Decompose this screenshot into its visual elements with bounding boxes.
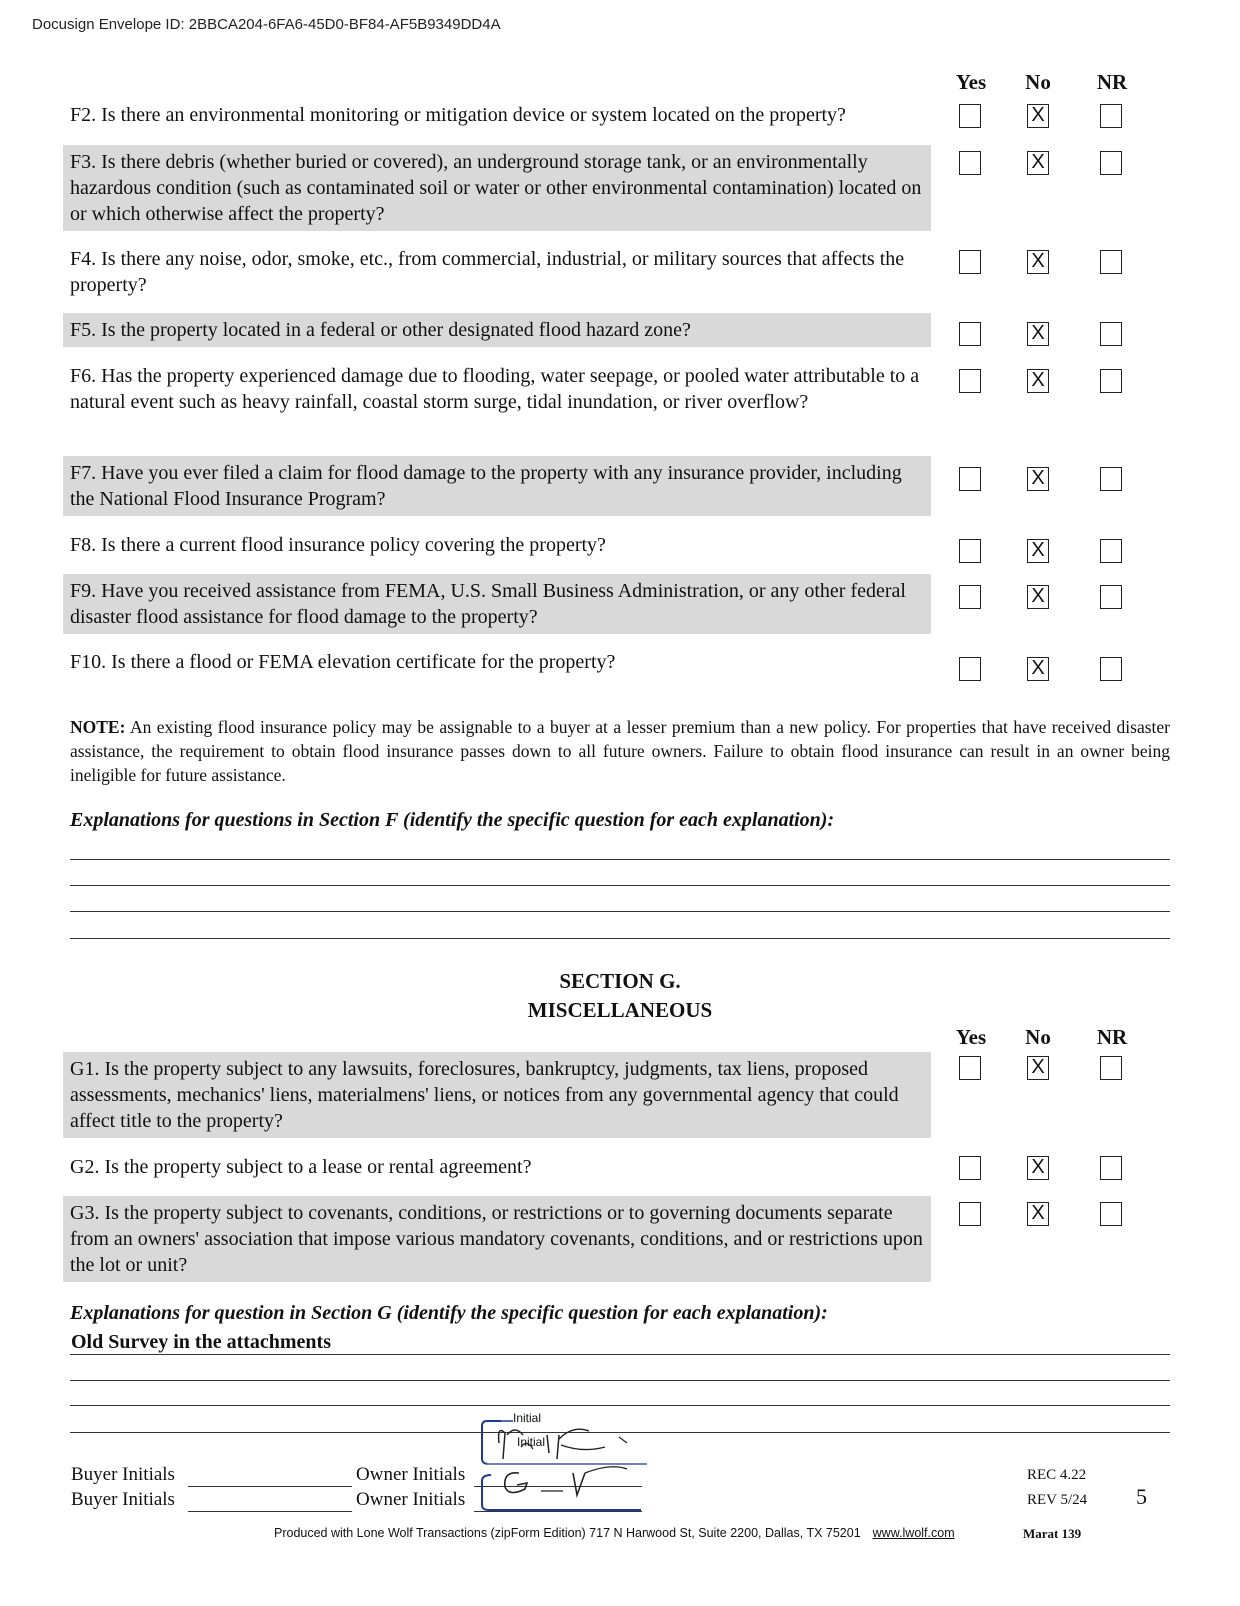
g-column-nr-header: NR — [1096, 1025, 1128, 1049]
question-f5: F5. Is the property located in a federal or other designated flood hazard zone? — [63, 313, 931, 347]
question-f10: F10. Is there a flood or FEMA elevation certificate for the property? — [70, 651, 616, 673]
section-g-title: SECTION G. — [559, 969, 681, 993]
buyer-initials-field-1[interactable] — [188, 1486, 352, 1487]
section-g-explanation-prompt: Explanations for question in Section G (identify the specific question for each explanation): — [70, 1302, 828, 1324]
f8-yes-checkbox[interactable] — [959, 539, 981, 563]
section-f-explanation-prompt: Explanations for questions in Section F (identify the specific question for each explanation): — [70, 809, 835, 831]
f2-yes-checkbox[interactable] — [959, 104, 981, 128]
question-f6: F6. Has the property experienced damage due to flooding, water seepage, or pooled water attributable to a natural event such as heavy rainfall, coastal storm surge, tidal inundation, or river overflow? — [70, 365, 920, 413]
g3-nr-checkbox[interactable] — [1100, 1202, 1122, 1226]
section-f-explanation-line-3[interactable] — [70, 911, 1170, 912]
f9-yes-checkbox[interactable] — [959, 585, 981, 609]
section-f-explanation-line-2[interactable] — [70, 885, 1170, 886]
produced-by-footer — [274, 1526, 955, 1540]
form-code: REC 4.22 — [1027, 1467, 1087, 1483]
note-text: An existing flood insurance policy may be assignable to a buyer at a lesser premium than a new policy. For properties that have received disaster assistance, the requirement to obtain flood insurance passes down to all future owners. Failure to obtain flood insurance can result in an owner being ineligible for future assistance. — [70, 717, 1170, 785]
f8-no-checkbox[interactable]: X — [1027, 539, 1049, 563]
section-g-explanation-line-3[interactable] — [70, 1405, 1170, 1406]
buyer-initials-label-1: Buyer Initials — [71, 1464, 175, 1485]
buyer-initials-label-2: Buyer Initials — [71, 1489, 175, 1510]
section-g-subtitle: MISCELLANEOUS — [527, 998, 713, 1022]
f10-yes-checkbox[interactable] — [959, 657, 981, 681]
f7-yes-checkbox[interactable] — [959, 467, 981, 491]
buyer-initials-field-2[interactable] — [188, 1511, 352, 1512]
g1-no-checkbox[interactable]: X — [1027, 1056, 1049, 1080]
g2-no-checkbox[interactable]: X — [1027, 1156, 1049, 1180]
question-f2: F2. Is there an environmental monitoring or mitigation device or system located on the property? — [70, 104, 846, 126]
f9-nr-checkbox[interactable] — [1100, 585, 1122, 609]
g-column-no-header: No — [1025, 1025, 1051, 1049]
f2-no-checkbox[interactable]: X — [1027, 104, 1049, 128]
f5-nr-checkbox[interactable] — [1100, 322, 1122, 346]
section-f-explanation-line-1[interactable] — [70, 859, 1170, 860]
g3-no-checkbox[interactable]: X — [1027, 1202, 1049, 1226]
column-no-header: No — [1025, 70, 1051, 94]
g2-nr-checkbox[interactable] — [1100, 1156, 1122, 1180]
f3-nr-checkbox[interactable] — [1100, 151, 1122, 175]
f9-no-checkbox[interactable]: X — [1027, 585, 1049, 609]
section-g-explanation-answer[interactable]: Old Survey in the attachments — [71, 1331, 331, 1353]
g2-yes-checkbox[interactable] — [959, 1156, 981, 1180]
column-yes-header: Yes — [955, 70, 987, 94]
f7-nr-checkbox[interactable] — [1100, 467, 1122, 491]
f5-yes-checkbox[interactable] — [959, 322, 981, 346]
g1-yes-checkbox[interactable] — [959, 1056, 981, 1080]
initials-signature-area[interactable] — [481, 1413, 651, 1511]
g1-nr-checkbox[interactable] — [1100, 1056, 1122, 1080]
question-g3: G3. Is the property subject to covenants, conditions, or restrictions or to governing documents separate from an owners' association that impose various mandatory covenants, conditions, and or restrictions upon the lot or unit? — [63, 1196, 931, 1282]
section-g-explanation-line-1[interactable] — [70, 1354, 1170, 1355]
owner-initials-label-1: Owner Initials — [356, 1464, 466, 1485]
f2-nr-checkbox[interactable] — [1100, 104, 1122, 128]
f7-no-checkbox[interactable]: X — [1027, 467, 1049, 491]
f3-no-checkbox[interactable]: X — [1027, 151, 1049, 175]
g-column-yes-header: Yes — [955, 1025, 987, 1049]
f8-nr-checkbox[interactable] — [1100, 539, 1122, 563]
page-number: 5 — [1136, 1484, 1147, 1509]
question-f4: F4. Is there any noise, odor, smoke, etc., from commercial, industrial, or military sources that affects the property? — [70, 248, 905, 296]
question-g2: G2. Is the property subject to a lease or rental agreement? — [70, 1156, 532, 1178]
f10-nr-checkbox[interactable] — [1100, 657, 1122, 681]
question-f3: F3. Is there debris (whether buried or covered), an underground storage tank, or an environmentally hazardous condition (such as contaminated soil or water or other environmental contamination) located on or which otherwise affect the property? — [63, 145, 931, 231]
f3-yes-checkbox[interactable] — [959, 151, 981, 175]
f4-no-checkbox[interactable]: X — [1027, 250, 1049, 274]
g3-yes-checkbox[interactable] — [959, 1202, 981, 1226]
initial-tag-1: Initial — [513, 1411, 542, 1425]
f6-no-checkbox[interactable]: X — [1027, 369, 1049, 393]
question-f7: F7. Have you ever filed a claim for flood damage to the property with any insurance provider, including the National Flood Insurance Program? — [63, 456, 931, 516]
f6-nr-checkbox[interactable] — [1100, 369, 1122, 393]
form-revision: REV 5/24 — [1027, 1492, 1088, 1508]
question-g1: G1. Is the property subject to any lawsuits, foreclosures, bankruptcy, judgments, tax liens, proposed assessments, mechanics' liens, materialmens' liens, or notices from any governmental agency that could affect title to the property? — [63, 1052, 931, 1138]
f10-no-checkbox[interactable]: X — [1027, 657, 1049, 681]
column-nr-header: NR — [1096, 70, 1128, 94]
produced-by-text: Produced with Lone Wolf Transactions (zipForm Edition) 717 N Harwood St, Suite 2200, Dallas, TX 75201 — [274, 1526, 861, 1540]
owner-initials-field-2[interactable] — [474, 1511, 642, 1512]
file-name: Marat 139 — [1023, 1526, 1082, 1541]
handwritten-initials-icon — [481, 1413, 651, 1511]
f6-yes-checkbox[interactable] — [959, 369, 981, 393]
question-f8: F8. Is there a current flood insurance policy covering the property? — [70, 534, 606, 556]
section-g-explanation-line-2[interactable] — [70, 1380, 1170, 1381]
owner-initials-label-2: Owner Initials — [356, 1489, 466, 1510]
initial-tag-2: Initial — [517, 1435, 546, 1449]
question-f9: F9. Have you received assistance from FEMA, U.S. Small Business Administration, or any other federal disaster flood assistance for flood damage to the property? — [63, 574, 931, 634]
flood-insurance-note — [70, 715, 1170, 787]
f4-yes-checkbox[interactable] — [959, 250, 981, 274]
f4-nr-checkbox[interactable] — [1100, 250, 1122, 274]
lwolf-website-link[interactable]: www.lwolf.com — [872, 1526, 955, 1540]
envelope-id: Docusign Envelope ID: 2BBCA204-6FA6-45D0-BF84-AF5B9349DD4A — [32, 16, 501, 33]
note-label: NOTE: — [70, 717, 126, 737]
section-f-explanation-line-4[interactable] — [70, 938, 1170, 939]
f5-no-checkbox[interactable]: X — [1027, 322, 1049, 346]
